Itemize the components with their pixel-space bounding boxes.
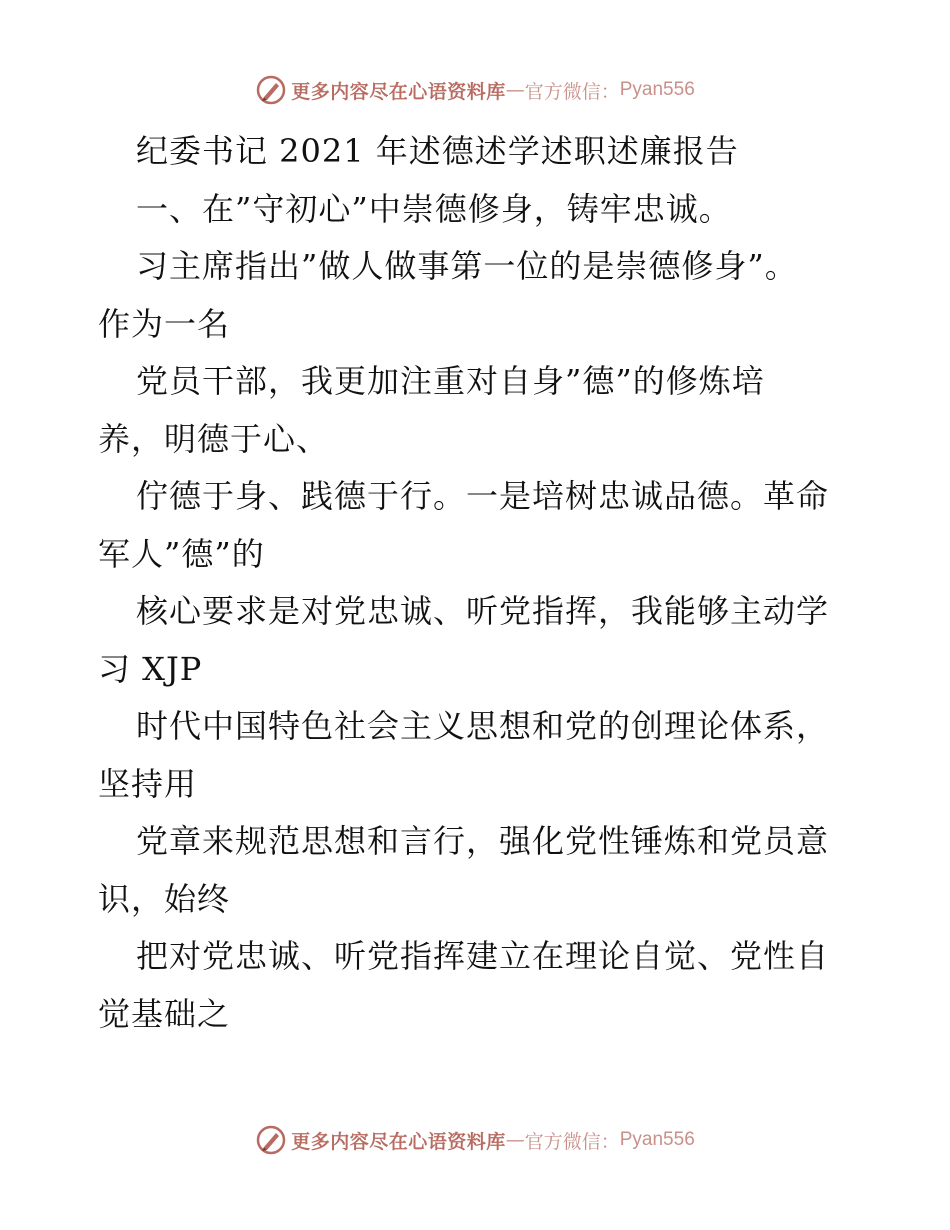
paragraph-line: 习主席指出”做人做事第一位的是崇德修身”。	[136, 247, 798, 285]
watermark-wechat-label: 官方微信：	[524, 1130, 620, 1153]
paragraph-line: 养，明德于心、	[98, 419, 330, 458]
paragraph-line: 把对党忠诚、听党指挥建立在理论自觉、党性自	[136, 937, 830, 975]
paragraph-line: 时代中国特色社会主义思想和党的创理论体系，	[136, 707, 830, 745]
watermark-text: 更多内容尽在心语资料库	[291, 1130, 506, 1153]
document-body	[98, 123, 868, 1043]
paragraph-line: 军人”德”的	[98, 534, 265, 573]
paragraph-line: 党章来规范思想和言行，强化党性锤炼和党员意	[136, 822, 830, 860]
watermark-banner-top	[0, 70, 950, 110]
paragraph-line: 坚持用	[98, 764, 198, 803]
paragraph-line: 觉基础之	[98, 994, 231, 1033]
watermark-banner-bottom	[0, 1120, 950, 1160]
paragraph-line: 作为一名	[98, 304, 231, 343]
document-title: 纪委书记 2021 年述德述学述职述廉报告	[136, 132, 739, 170]
paragraph-line: 党员干部，我更加注重对自身”德”的修炼培	[136, 362, 765, 400]
watermark-wechat-label: 官方微信：	[524, 80, 620, 103]
watermark-wechat-id: Pyan556	[619, 79, 695, 100]
paragraph-line: 识，始终	[98, 879, 231, 918]
watermark-dash: —	[505, 79, 525, 101]
section-heading: 一、在”守初心”中崇德修身，铸牢忠诚。	[136, 189, 732, 228]
paragraph-line: 习 XJP	[98, 649, 203, 688]
watermark-text: 更多内容尽在心语资料库	[291, 80, 506, 103]
watermark-wechat-id: Pyan556	[619, 1129, 695, 1150]
pen-logo-icon	[255, 1124, 287, 1156]
paragraph-line: 佇德于身、践德于行。一是培树忠诚品德。革命	[136, 477, 830, 515]
pen-logo-icon	[255, 74, 287, 106]
paragraph-line: 核心要求是对党忠诚、听党指挥，我能够主动学	[136, 592, 830, 630]
watermark-dash: —	[505, 1129, 525, 1151]
